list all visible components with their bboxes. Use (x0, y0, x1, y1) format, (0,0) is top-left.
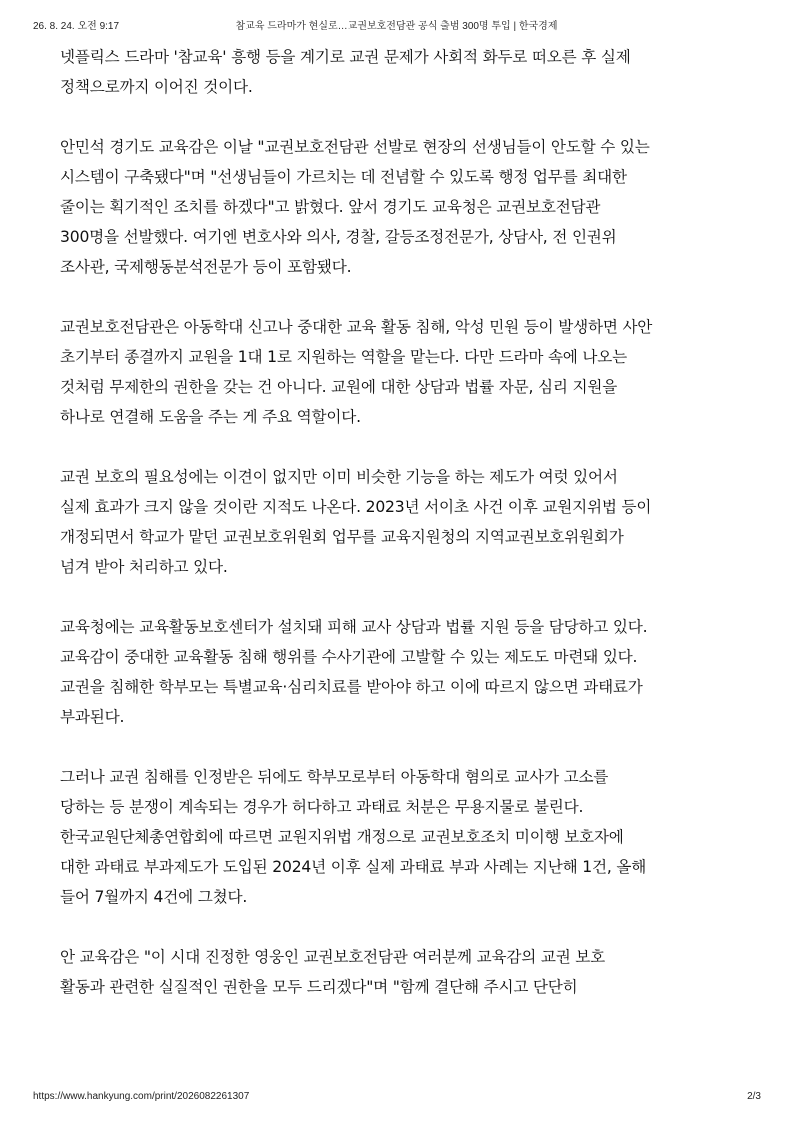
paragraph-line: 한국교원단체총연합회에 따르면 교원지위법 개정으로 교권보호조치 미이행 보호자에 (60, 828, 624, 846)
paragraph-line: 넘겨 받아 처리하고 있다. (60, 558, 228, 576)
paragraph-line: 조사관, 국제행동분석전문가 등이 포함됐다. (60, 258, 352, 276)
paragraph-line: 교육청에는 교육활동보호센터가 설치돼 피해 교사 상담과 법률 지원 등을 담당하고 있다. (60, 618, 648, 636)
article-paragraph (60, 942, 760, 1002)
paragraph-gap (60, 732, 760, 762)
paragraph-line: 들어 7월까지 4건에 그쳤다. (60, 888, 248, 906)
paragraph-line: 정책으로까지 이어진 것이다. (60, 78, 253, 96)
article-paragraph (60, 462, 760, 582)
paragraph-line: 안민석 경기도 교육감은 이날 "교권보호전담관 선발로 현장의 선생님들이 안도할 수 있는 (60, 138, 650, 156)
paragraph-line: 시스템이 구축됐다"며 "선생님들이 가르치는 데 전념할 수 있도록 행정 업무를 최대한 (60, 168, 627, 186)
paragraph-line: 하나로 연결해 도움을 주는 게 주요 역할이다. (60, 408, 361, 426)
paragraph-gap (60, 582, 760, 612)
paragraph-gap (60, 282, 760, 312)
paragraph-line: 줄이는 획기적인 조치를 하겠다"고 밝혔다. 앞서 경기도 교육청은 교권보호전담관 (60, 198, 601, 216)
article-paragraph (60, 132, 760, 282)
print-footer (0, 1091, 793, 1111)
paragraph-line: 당하는 등 분쟁이 계속되는 경우가 허다하고 과태료 처분은 무용지물로 불린다. (60, 798, 584, 816)
paragraph-line: 초기부터 종결까지 교원을 1대 1로 지원하는 역할을 맡는다. 다만 드라마 속에 나오는 (60, 348, 628, 366)
print-datetime: 26. 8. 24. 오전 9:17 (33, 21, 120, 32)
print-url[interactable]: https://www.hankyung.com/print/2026082261307 (33, 1091, 250, 1102)
paragraph-line: 그러나 교권 침해를 인정받은 뒤에도 학부모로부터 아동학대 혐의로 교사가 고소를 (60, 768, 609, 786)
paragraph-line: 교육감이 중대한 교육활동 침해 행위를 수사기관에 고발할 수 있는 제도도 마련돼 있다. (60, 648, 638, 666)
paragraph-line: 대한 과태료 부과제도가 도입된 2024년 이후 실제 과태료 부과 사례는 지난해 1건, 올해 (60, 858, 647, 876)
paragraph-gap (60, 432, 760, 462)
print-page-title: 참교육 드라마가 현실로…교권보호전담관 공식 출범 300명 투입 | 한국경제 (235, 21, 558, 32)
paragraph-line: 300명을 선발했다. 여기엔 변호사와 의사, 경찰, 갈등조정전문가, 상담사, 전 인권위 (60, 228, 617, 246)
paragraph-line: 안 교육감은 "이 시대 진정한 영웅인 교권보호전담관 여러분께 교육감의 교권 보호 (60, 948, 606, 966)
paragraph-line: 넷플릭스 드라마 '참교육' 흥행 등을 계기로 교권 문제가 사회적 화두로 떠오른 후 실제 (60, 48, 631, 66)
print-header (0, 17, 793, 37)
paragraph-gap (60, 102, 760, 132)
article-paragraph (60, 762, 760, 912)
paragraph-line: 교권을 침해한 학부모는 특별교육·심리치료를 받아야 하고 이에 따르지 않으면 과태료가 (60, 678, 643, 696)
article-paragraph (60, 42, 760, 102)
paragraph-line: 개정되면서 학교가 맡던 교권보호위원회 업무를 교육지원청의 지역교권보호위원회가 (60, 528, 624, 546)
article-body (60, 42, 760, 1002)
paragraph-line: 실제 효과가 크지 않을 것이란 지적도 나온다. 2023년 서이초 사건 이후 교원지위법 등이 (60, 498, 652, 516)
paragraph-gap (60, 912, 760, 942)
page-number: 2/3 (747, 1091, 761, 1102)
paragraph-line: 교권 보호의 필요성에는 이견이 없지만 이미 비슷한 기능을 하는 제도가 여럿 있어서 (60, 468, 618, 486)
paragraph-line: 활동과 관련한 실질적인 권한을 모두 드리겠다"며 "함께 결단해 주시고 단단히 (60, 978, 578, 996)
article-paragraph (60, 612, 760, 732)
paragraph-line: 교권보호전담관은 아동학대 신고나 중대한 교육 활동 침해, 악성 민원 등이 발생하면 사안 (60, 318, 653, 336)
paragraph-line: 것처럼 무제한의 권한을 갖는 건 아니다. 교원에 대한 상담과 법률 자문, 심리 지원을 (60, 378, 618, 396)
article-paragraph (60, 312, 760, 432)
paragraph-line: 부과된다. (60, 708, 125, 726)
